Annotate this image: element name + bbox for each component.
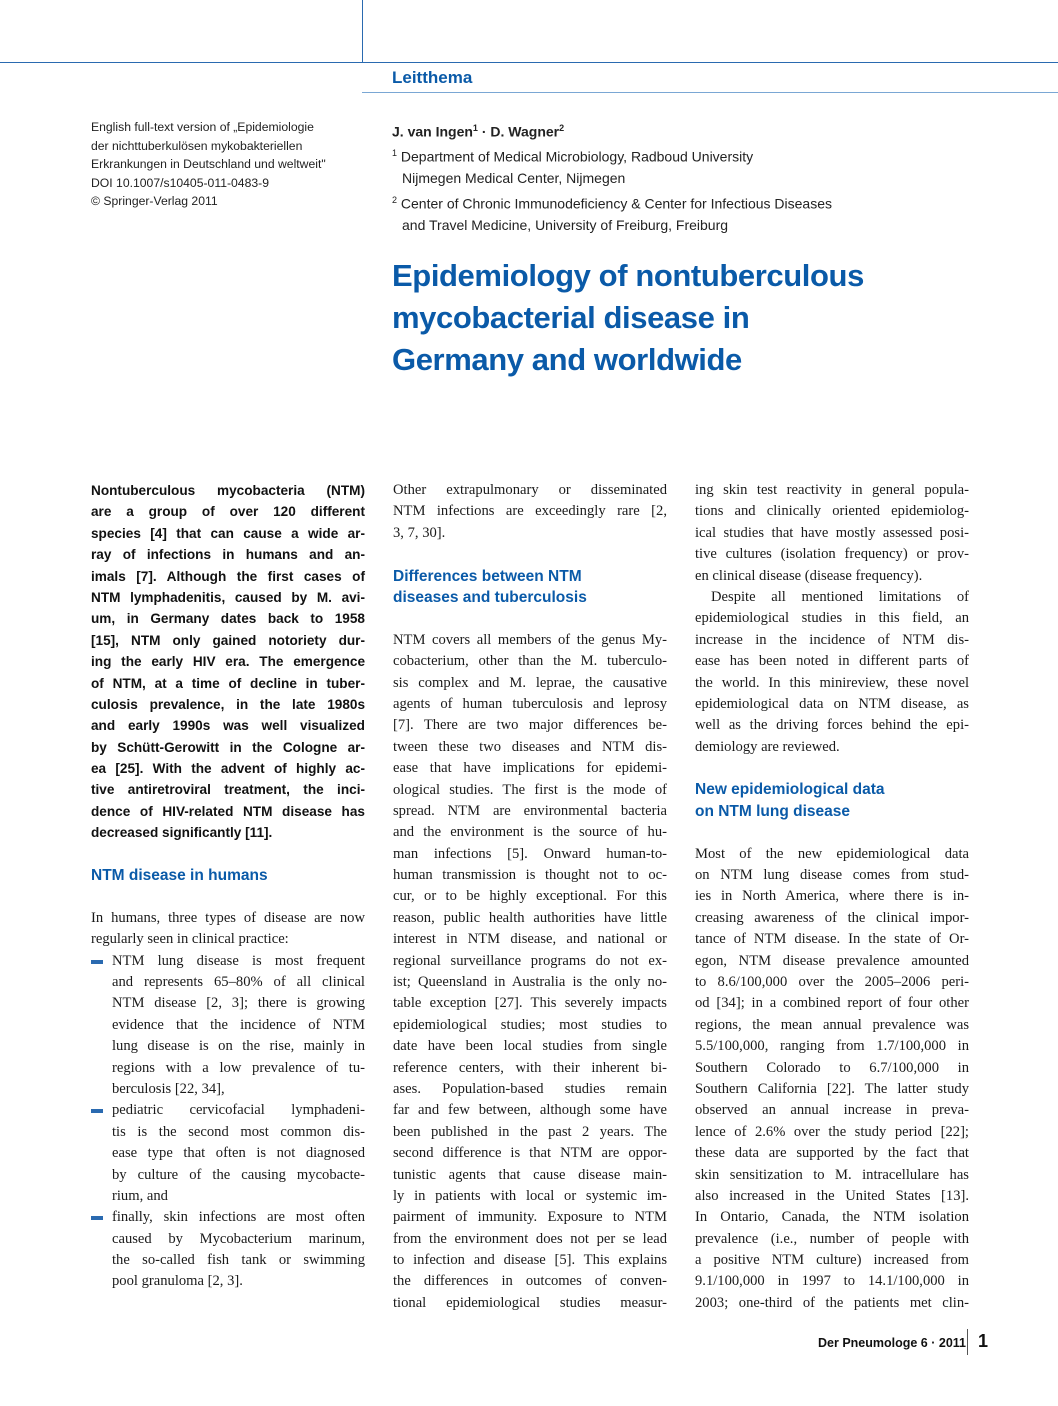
text-line: prevalence (i.e., number of people with [695, 1230, 969, 1247]
heading-differences: Differences between NTM [393, 567, 582, 585]
text-line: spread. NTM are environmental bacteria [393, 802, 667, 819]
intro-paragraph [91, 908, 365, 951]
affiliation-1-line: Nijmegen Medical Center, Nijmegen [402, 170, 626, 187]
bullet-item [91, 1100, 365, 1207]
text-line: caused by Mycobacterium marinum, [112, 1230, 365, 1247]
text-line: tive cultures (isolation frequency) or prov- [695, 546, 969, 563]
paragraph [695, 587, 969, 758]
text-line: pool granuloma [2, 3]. [112, 1273, 243, 1290]
header-vertical-rule [362, 0, 363, 62]
text-line: the so-called fish tank or swimming [112, 1252, 365, 1269]
title-line: Germany and worldwide [392, 342, 742, 377]
heading-ntm-disease-in-humans: NTM disease in humans [91, 867, 268, 885]
text-line: evidence that the incidence of NTM [112, 1016, 365, 1033]
text-line: egon, NTM disease prevalence amounted [695, 952, 969, 969]
text-line: skin sensitization to M. intracellulare has [695, 1166, 969, 1183]
note-line: der nichttuberkulösen mykobakteriellen [91, 138, 303, 153]
text-line: these data are supported by the fact that [695, 1145, 969, 1162]
text-line: been published in the past 2 years. The [393, 1123, 667, 1140]
paragraph [695, 480, 969, 587]
text-line: the differences in outcomes of conven- [393, 1273, 667, 1290]
text-line: human transmission is thought not to oc- [393, 867, 667, 884]
column-1 [91, 480, 365, 1293]
text-line: culosis prevalence, in the late 1980s [91, 696, 365, 712]
text-line: ease type that often is not diagnosed [112, 1145, 365, 1162]
title-line: mycobacterial disease in [392, 300, 750, 335]
text-line: tional epidemiological studies measur- [393, 1294, 667, 1311]
text-line: um, in Germany dates back to 1958 [91, 611, 365, 627]
text-line: NTM covers all members of the genus My- [393, 631, 667, 648]
text-line: ist; Queensland in Australia is the only no- [393, 974, 667, 991]
text-line: epidemiological studies; most studies to [393, 1016, 667, 1033]
title-line: Epidemiology of nontuberculous [392, 258, 864, 293]
affiliation-1-line: Department of Medical Microbiology, Radboud University [400, 148, 754, 165]
affiliation-2 [392, 190, 832, 215]
text-line: creasing awareness of the clinical impor- [695, 909, 969, 926]
text-line: species [4] that can cause a wide ar- [91, 525, 365, 541]
text-line: demiology are reviewed. [695, 738, 840, 755]
page-number: 1 [978, 1331, 989, 1351]
doi-line: DOI 10.1007/s10405-011-0483-9 [91, 175, 269, 190]
note-line: English full-text version of „Epidemiologie [91, 120, 314, 134]
text-line: epidemiological data on NTM disease, as [695, 695, 969, 712]
text-line: In Ontario, Canada, the NTM isolation [695, 1209, 969, 1226]
header-horizontal-rule [0, 62, 1058, 63]
text-line: are a group of over 120 different [91, 504, 365, 520]
bullet-text [112, 1100, 365, 1207]
column-2 [393, 480, 667, 1314]
footer-rule [967, 1329, 968, 1355]
text-line: tis is the second most common dis- [112, 1123, 365, 1140]
text-line: Other extrapulmonary or disseminated [393, 482, 667, 498]
section-tag-rule [362, 92, 1058, 93]
text-line: regions with a low prevalence of tu- [112, 1059, 365, 1076]
text-line: tions and clinically oriented epidemiolog- [695, 503, 969, 520]
author-names [392, 118, 832, 143]
text-line: on NTM lung disease comes from stud- [695, 867, 969, 884]
text-line: ological studies. The first is the mode of [393, 781, 667, 798]
article-title [392, 255, 992, 381]
text-line: berculosis [22, 34], [112, 1080, 225, 1097]
text-line: finally, skin infections are most often [112, 1209, 365, 1226]
text-line: well as the driving forces behind the epi- [695, 717, 969, 734]
text-line: cobacterium, other than the M. tuberculo- [393, 653, 667, 670]
affiliation-2-cont [392, 215, 832, 237]
text-line: and represents 65–80% of all clinical [112, 974, 365, 990]
text-line: increase in the incidence of NTM dis- [695, 631, 969, 648]
author-1-affiliation-mark: 1 [472, 123, 478, 133]
text-line: regions, the mean annual prevalence was [695, 1016, 969, 1033]
text-line: tween these two diseases and NTM dis- [393, 738, 667, 755]
text-line: epidemiological studies in this field, an [695, 610, 969, 627]
text-line: 5.5/100,000, ranging from 1.7/100,000 in [695, 1038, 969, 1055]
author-separator: · [477, 123, 491, 140]
text-line: NTM disease [2, 3]; there is growing [112, 995, 365, 1012]
affiliation-1 [392, 143, 832, 168]
text-line: tive antiretroviral treatment, the inci- [91, 782, 365, 798]
text-line: lence of 2.6% over the study period [22]; [695, 1123, 969, 1140]
text-line: man infections [5]. Onward human-to- [393, 845, 667, 862]
text-line: regional surveillance programs do not ex- [393, 952, 667, 969]
abstract [91, 480, 365, 844]
text-line: agents of human tuberculosis and leprosy [393, 695, 667, 712]
paragraph [393, 630, 667, 1315]
affiliation-2-line: Center of Chronic Immunodeficiency & Center for Infectious Diseases [400, 195, 832, 212]
text-line: cur, or to be highly exceptional. For this [393, 888, 667, 905]
text-line: rium, and [112, 1187, 168, 1204]
text-line: lung disease is on the rise, mainly in [112, 1038, 365, 1055]
text-line: ing the early HIV era. The emergence [91, 654, 365, 670]
text-line: Southern California [22]. The latter study [695, 1080, 969, 1097]
text-line: tunistic agents that cause disease main- [393, 1166, 667, 1183]
text-line: table exception [27]. This severely impacts [393, 995, 667, 1012]
bullet-item [91, 1207, 365, 1293]
text-line: by culture of the causing mycobacte- [112, 1166, 365, 1183]
author-block [392, 118, 832, 236]
text-line: to infection and disease [5]. This explains [393, 1252, 667, 1269]
affiliation-2-number: 2 [392, 194, 398, 205]
text-line: od [34]; in a combined report of four other [695, 995, 969, 1012]
text-line: interest in NTM disease, and national or [393, 931, 667, 948]
affiliation-1-number: 1 [392, 148, 398, 159]
text-line: Southern Colorado to 6.7/100,000 in [695, 1059, 969, 1076]
text-line: ease has been noted in different parts of [695, 653, 969, 670]
heading-new-epidemiological-data: New epidemiological data [695, 781, 885, 799]
text-line: a positive NTM culture) increased from [695, 1252, 969, 1269]
text-line: ases. Population-based studies remain [393, 1080, 667, 1097]
bullet-marker [91, 1109, 103, 1113]
text-line: observed an annual increase in preva- [695, 1102, 969, 1119]
text-line: the world. In this minireview, these novel [695, 674, 969, 691]
text-line: and early 1990s was well visualized [91, 718, 365, 734]
bullet-item [91, 951, 365, 1101]
text-line: also increased in the United States [13]. [695, 1187, 969, 1204]
text-line: pairment of immunity. Exposure to NTM [393, 1209, 667, 1226]
text-line: 2003; one-third of the patients met clin- [695, 1294, 969, 1311]
journal-footer: Der Pneumologe 6 · 2011 [818, 1336, 966, 1350]
text-line: NTM lymphadenitis, caused by M. avi- [91, 589, 365, 605]
text-line: pediatric cervicofacial lymphadeni- [112, 1102, 365, 1119]
text-line: second difference is that NTM are oppor- [393, 1145, 667, 1162]
bullet-text [112, 1207, 365, 1293]
author-2: D. Wagner [490, 123, 560, 140]
text-line: ly in patients with local or systemic im- [393, 1187, 667, 1204]
text-line: from the environment does not per se lead [393, 1230, 667, 1247]
author-2-affiliation-mark: 2 [559, 123, 565, 133]
text-line: regularly seen in clinical practice: [91, 931, 289, 948]
heading-new-epidemiological-data-cont: on NTM lung disease [695, 802, 851, 820]
affiliation-1-cont [392, 168, 832, 190]
paragraph [695, 844, 969, 1315]
note-line: Erkrankungen in Deutschland und weltweit" [91, 157, 326, 171]
text-line: far and few between, although some have [393, 1102, 667, 1119]
text-line: reference centers, with their inherent bi- [393, 1059, 667, 1076]
text-line: ing skin test reactivity in general popula- [695, 482, 969, 498]
text-line: imals [7]. Although the first cases of [91, 568, 365, 584]
bullet-marker [91, 1216, 103, 1220]
text-line: ea [25]. With the advent of highly ac- [91, 761, 365, 777]
paragraph [393, 480, 667, 544]
bullet-text [112, 951, 365, 1101]
translation-note [91, 118, 361, 211]
text-line: dence of HIV-related NTM disease has [91, 803, 365, 819]
text-line: Despite all mentioned limitations of [711, 588, 969, 605]
text-line: In humans, three types of disease are now [91, 909, 365, 926]
text-line: ical studies that have mostly assessed posi- [695, 524, 969, 541]
text-line: date have been local studies from single [393, 1038, 667, 1055]
heading-differences-cont: diseases and tuberculosis [393, 588, 587, 606]
copyright-line: © Springer-Verlag 2011 [91, 194, 218, 208]
text-line: NTM infections are exceedingly rare [2, [393, 503, 667, 520]
bullet-marker [91, 960, 103, 964]
text-line: tance of NTM disease. In the state of Or- [695, 931, 969, 948]
text-line: of NTM, at a time of decline in tuber- [91, 675, 365, 691]
column-3 [695, 480, 969, 1314]
text-line: decreased significantly [11]. [91, 825, 273, 841]
text-line: ies in North America, where there is in- [695, 888, 969, 905]
text-line: ray of infections in humans and an- [91, 547, 365, 563]
text-line: Nontuberculous mycobacteria (NTM) [91, 483, 365, 498]
text-line: 9.1/100,000 in 1997 to 14.1/100,000 in [695, 1273, 969, 1290]
text-line: en clinical disease (disease frequency). [695, 567, 923, 584]
text-line: sis complex and M. leprae, the causative [393, 674, 667, 691]
text-line: NTM lung disease is most frequent [112, 952, 365, 969]
affiliation-2-line: and Travel Medicine, University of Freiburg, Freiburg [402, 216, 729, 233]
text-line: by Schütt-Gerowitt in the Cologne ar- [91, 739, 365, 755]
text-line: and the environment is the source of hu- [393, 824, 667, 841]
text-line: [7]. There are two major differences be- [393, 717, 667, 734]
text-line: reason, public health authorities have little [393, 909, 667, 926]
author-1: J. van Ingen [392, 123, 473, 140]
text-line: to 8.6/100,000 over the 2005–2006 peri- [695, 974, 969, 991]
text-line: Most of the new epidemiological data [695, 845, 969, 862]
text-line: [15], NTM only gained notoriety dur- [91, 632, 365, 648]
section-tag: Leitthema [392, 68, 473, 87]
text-line: ease that have implications for epidemi- [393, 760, 667, 777]
text-line: 3, 7, 30]. [393, 524, 446, 541]
